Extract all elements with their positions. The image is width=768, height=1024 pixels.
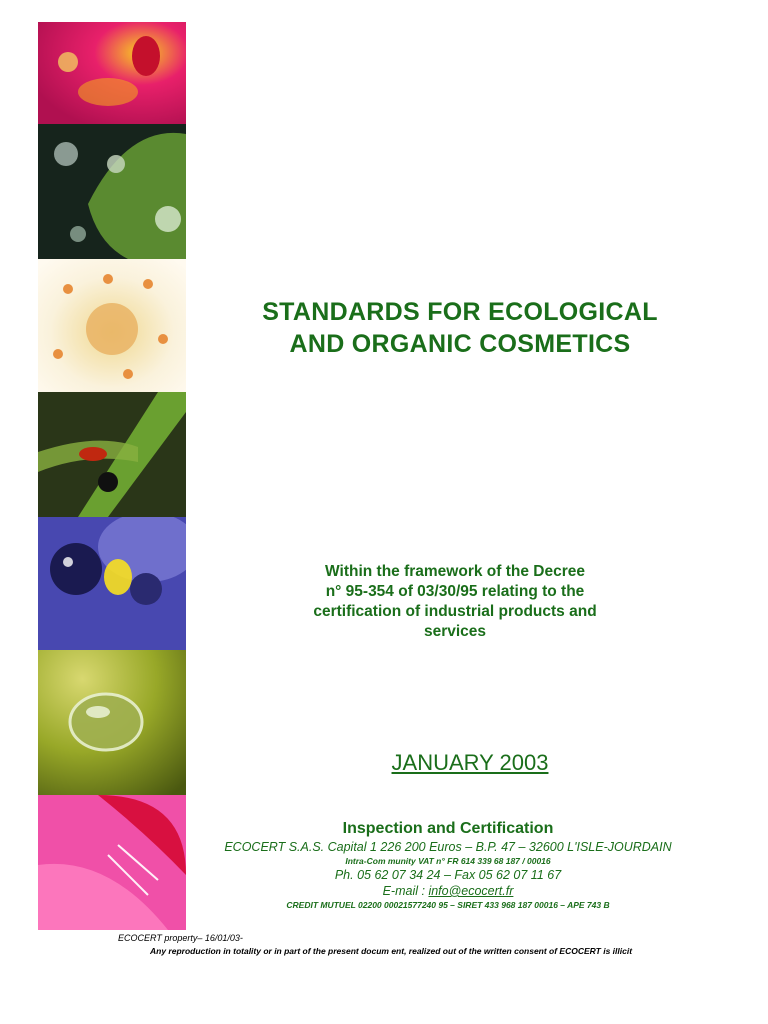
subtitle-line-4: services [423, 623, 487, 640]
company-address: ECOCERT S.A.S. Capital 1 226 200 Euros – B.P. 47 – 32600 L'ISLE-JOURDAIN [224, 840, 672, 854]
reproduction-disclaimer: Any reproduction in totality or in part of the present docum ent, realized out of the written consent of ECOCERT is illicit [150, 946, 633, 956]
title-line-1: STANDARDS FOR ECOLOGICAL [262, 298, 658, 326]
subtitle-line-3: certification of industrial products and [313, 603, 597, 620]
stamens-photo [38, 259, 186, 392]
email-prefix: E-mail : [382, 884, 429, 898]
property-note: ECOCERT property– 16/01/03- [118, 933, 243, 943]
vat-number: Intra-Com munity VAT n° FR 614 339 68 187 / 00016 [345, 856, 551, 866]
document-subtitle [260, 562, 650, 642]
subtitle-line-1: Within the framework of the Decree [325, 563, 585, 580]
green-stem-drop-photo [38, 392, 186, 517]
subtitle-line-2: n° 95-354 of 03/30/95 relating to the [325, 583, 585, 600]
red-flower-photo [38, 22, 186, 124]
document-date: JANUARY 2003 [391, 750, 549, 775]
phone-fax: Ph. 05 62 07 34 24 – Fax 05 62 07 11 67 [334, 868, 562, 882]
document-title [190, 296, 730, 360]
title-line-2: AND ORGANIC COSMETICS [289, 330, 631, 358]
leaf-dew-drop-photo [38, 650, 186, 795]
footer-heading: Inspection and Certification [342, 820, 554, 837]
bank-siret-line: CREDIT MUTUEL 02200 00021577240 95 – SIRET 433 968 187 00016 – APE 743 B [286, 900, 610, 910]
pink-flower-photo [38, 795, 186, 930]
email-link[interactable]: info@ecocert.fr [428, 884, 514, 898]
blue-flower-drop-photo [38, 517, 186, 650]
water-drops-leaf-photo [38, 124, 186, 259]
company-footer [190, 818, 706, 911]
photo-strip [38, 22, 186, 930]
email-line [190, 883, 706, 899]
